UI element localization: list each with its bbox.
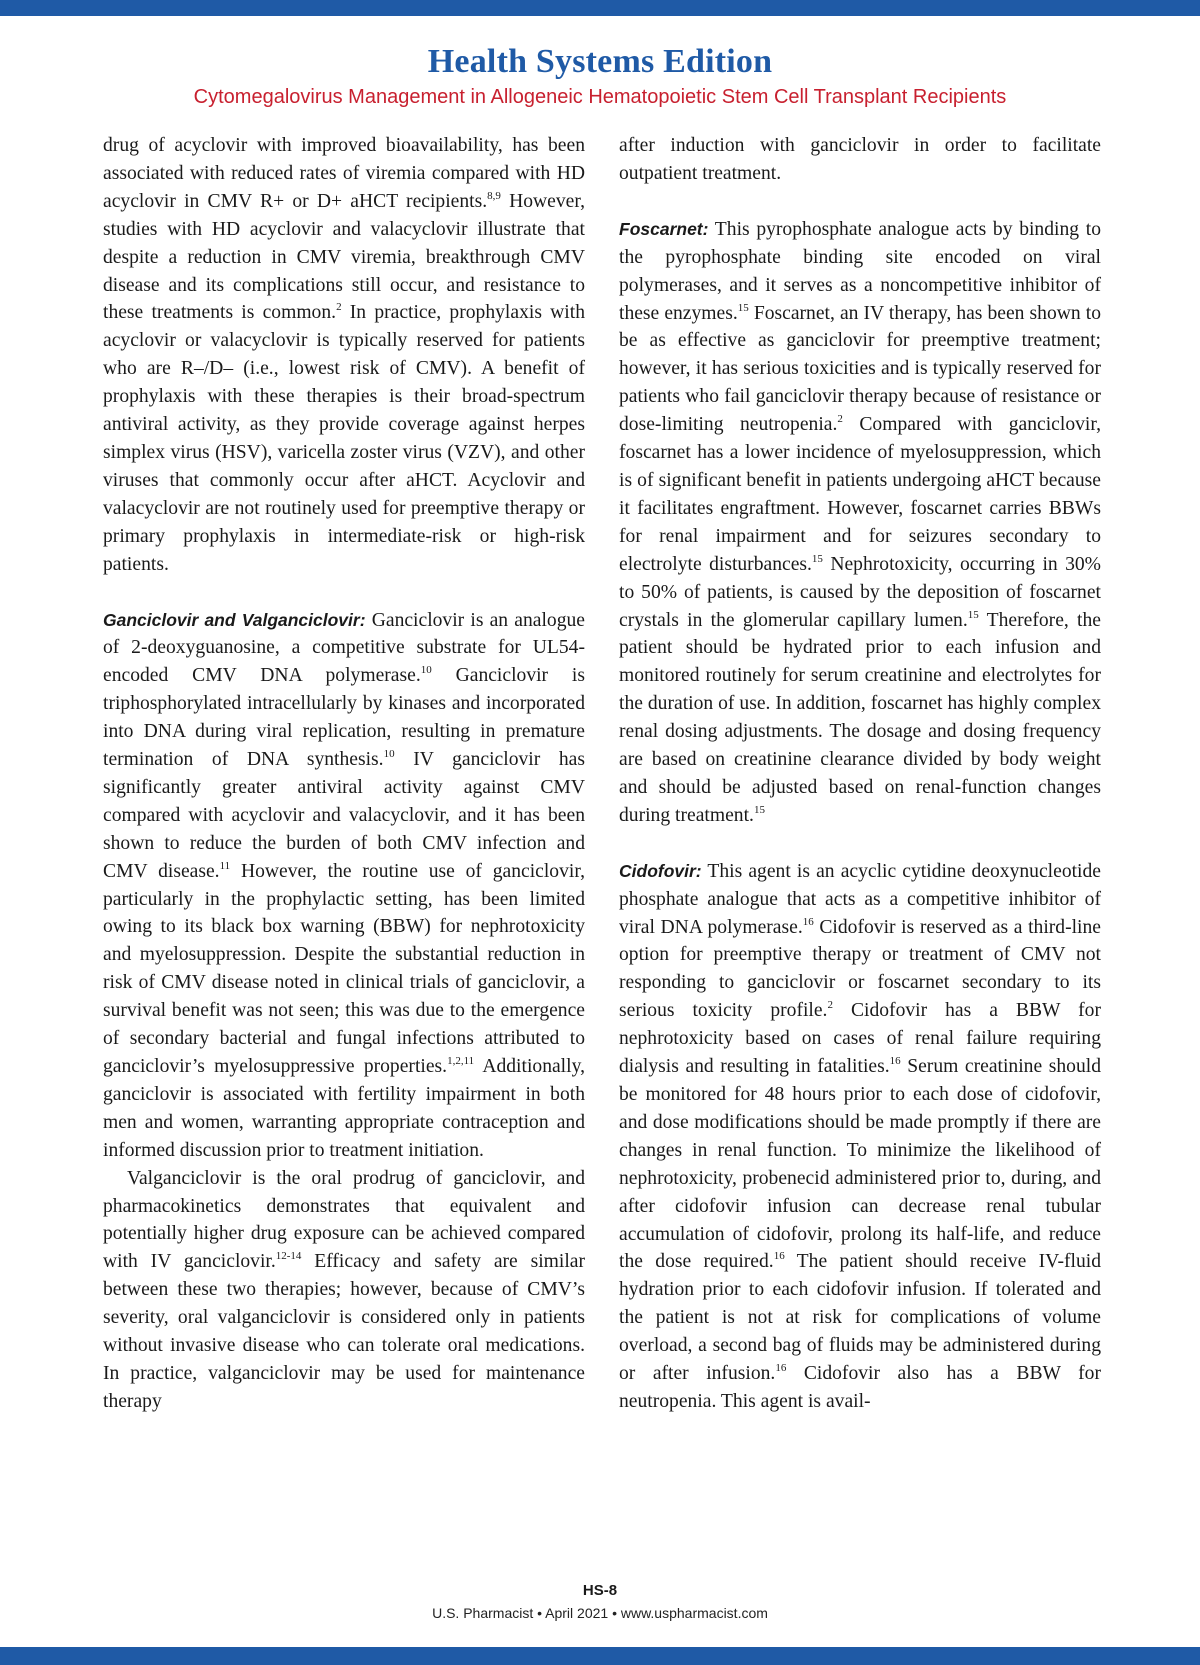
text-run: Cidofovir is reserved as a third-line option for preemptive therapy or treatment of CMV not responding to ganciclovir or foscarnet secondary to its serious toxicity profile. <box>619 916 1101 1022</box>
text-run: In practice, prophylaxis with acyclovir or valacyclovir is typically reserved for patients who are R–/D– (i.e., lowest risk of CMV). A benefit of prophylaxis with these therapies is their broad-spectrum antiviral activity, as they provide coverage against herpes simplex virus (HSV), varicella zoster virus (VZV), and other viruses that commonly occur after aHCT. Acyclovir and valacyclovir are not routinely used for preemptive therapy or primary prophylaxis in intermediate-risk or high-risk patients. <box>103 302 585 575</box>
citation: 15 <box>811 552 823 565</box>
citation: 10 <box>383 748 395 761</box>
text-run: Ganciclovir is an analogue of 2-deoxyguanosine, a competitive substrate for UL54-encoded CMV DNA polymerase. <box>103 609 585 687</box>
publication-footer-line: U.S. Pharmacist • April 2021 • www.uspharmacist.com <box>432 1605 768 1621</box>
paragraph-continuation <box>619 132 1101 188</box>
text-run: after induction with ganciclovir in order to facilitate outpatient treatment. <box>619 135 1101 184</box>
text-run: However, studies with HD acyclovir and valacyclovir illustrate that despite a reduction in CMV viremia, breakthrough CMV disease and its complications still occur, and resistance to these treatments is common. <box>103 190 585 324</box>
page-header <box>0 42 1200 110</box>
text-run: Additionally, ganciclovir is associated with fertility impairment in both men and women, warranting appropriate contraception and informed discussion prior to treatment initiation. <box>103 1056 585 1161</box>
text-run: Compared with ganciclovir, foscarnet has a lower incidence of myelosuppression, which is of significant benefit in patients undergoing aHCT because it facilitates engraftment. However, foscarnet carries BBWs for renal impairment and for seizures secondary to electrolyte disturbances. <box>619 414 1101 575</box>
citation: 15 <box>737 301 749 314</box>
top-brand-bar <box>0 0 1200 16</box>
citation: 15 <box>753 803 765 816</box>
left-column <box>103 132 585 1416</box>
text-run: Nephrotoxicity, occurring in 30% to 50% of patients, is caused by the deposition of foscarnet crystals in the glomerular capillary lumen. <box>619 553 1101 631</box>
text-run: Ganciclovir is triphosphorylated intracellularly by kinases and incorporated into DNA during viral replication, resulting in premature termination of DNA synthesis. <box>103 665 586 771</box>
section-lead-cidofovir: Cidofovir: <box>619 860 702 881</box>
text-run: Therefore, the patient should be hydrated prior to each infusion and monitored routinely for serum creatinine and electrolytes for the duration of use. In addition, foscarnet has highly complex renal dosing adjustments. The dosage and dosing frequency are based on creatinine clearance divided by body weight and should be adjusted based on renal-function changes during treatment. <box>619 609 1101 826</box>
text-run: IV ganciclovir has significantly greater antiviral activity against CMV compared with acyclovir and valacyclovir, and it has been shown to reduce the burden of both CMV infection and CMV disease. <box>103 749 585 882</box>
paragraph-ganciclovir <box>103 607 585 1165</box>
citation: 15 <box>967 608 979 621</box>
paragraph-acyclovir <box>103 132 585 579</box>
section-lead-foscarnet: Foscarnet: <box>619 218 709 239</box>
citation: 12-14 <box>275 1250 302 1263</box>
citation: 16 <box>775 1362 787 1375</box>
citation: 16 <box>773 1250 785 1263</box>
citation: 16 <box>802 915 814 928</box>
publication-title: Health Systems Edition <box>427 43 773 80</box>
paragraph-foscarnet <box>619 216 1101 830</box>
section-lead-ganciclovir: Ganciclovir and Valganciclovir: <box>103 609 366 630</box>
text-run: drug of acyclovir with improved bioavailability, has been associated with reduced rates of viremia compared with HD acyclovir in CMV R+ or D+ aHCT recipients. <box>103 135 585 212</box>
text-run: Cidofovir has a BBW for nephrotoxicity based on cases of renal failure requiring dialysis and resulting in fatalities. <box>619 1000 1102 1078</box>
citation: 2 <box>837 413 843 426</box>
paragraph-cidofovir <box>619 858 1101 1416</box>
citation: 8,9 <box>487 189 501 202</box>
text-run: However, the routine use of ganciclovir, particularly in the prophylactic setting, has been limited owing to its black box warning (BBW) for nephrotoxicity and myelosuppression. Despite the substantial reduction in risk of CMV disease noted in clinical trials of ganciclovir, a survival benefit was not seen; this was due to the emergence of secondary bacterial and fungal infections attributed to ganciclovir’s myelosuppressive properties. <box>103 860 585 1077</box>
citation: 11 <box>219 859 231 872</box>
citation: 2 <box>336 301 342 314</box>
citation: 10 <box>420 664 432 677</box>
text-run: This agent is an acyclic cytidine deoxynucleotide phosphate analogue that acts as a competitive inhibitor of viral DNA polymerase. <box>619 860 1101 938</box>
right-column <box>619 132 1101 1416</box>
text-run: This pyrophosphate analogue acts by binding to the pyrophosphate binding site encoded on viral polymerases, and it serves as a noncompetitive inhibitor of these enzymes. <box>619 218 1101 324</box>
citation: 2 <box>827 999 833 1012</box>
text-run: Foscarnet, an IV therapy, has been shown to be as effective as ganciclovir for preemptive treatment; however, it has serious toxicities and is typically reserved for patients who fail ganciclovir therapy because of resistance or dose-limiting neutropenia. <box>619 302 1101 436</box>
citation: 1,2,11 <box>447 1055 475 1067</box>
page-footer <box>0 1581 1200 1623</box>
paragraph-valganciclovir <box>103 1165 585 1416</box>
text-run: Cidofovir also has a BBW for neutropenia. This agent is avail- <box>619 1363 1101 1412</box>
text-run: Efficacy and safety are similar between these two therapies; however, because of CMV’s severity, oral valganciclovir is considered only in patients without invasive disease who can tolerate oral medications. In practice, valganciclovir may be used for maintenance therapy <box>103 1251 585 1412</box>
citation: 16 <box>889 1055 901 1068</box>
article-title: Cytomegalovirus Management in Allogeneic Hematopoietic Stem Cell Transplant Recipients <box>193 86 1007 108</box>
bottom-brand-bar <box>0 1647 1200 1665</box>
text-run: The patient should receive IV-fluid hydration prior to each cidofovir infusion. If tolerated and the patient is not at risk for complications of volume overload, a second bag of fluids may be administered during or after infusion. <box>619 1251 1102 1385</box>
text-run: Serum creatinine should be monitored for 48 hours prior to each dose of cidofovir, and dose modifications should be made promptly if there are changes in renal function. To minimize the likelihood of nephrotoxicity, probenecid administered prior to, during, and after cidofovir infusion can decrease renal tubular accumulation of cidofovir, prolong its half-life, and reduce the dose required. <box>619 1056 1101 1273</box>
page-number: HS-8 <box>582 1582 618 1599</box>
text-run: Valganciclovir is the oral prodrug of ganciclovir, and pharmacokinetics demonstrates that equivalent and potentially higher drug exposure can be achieved compared with IV ganciclovir. <box>103 1167 585 1273</box>
